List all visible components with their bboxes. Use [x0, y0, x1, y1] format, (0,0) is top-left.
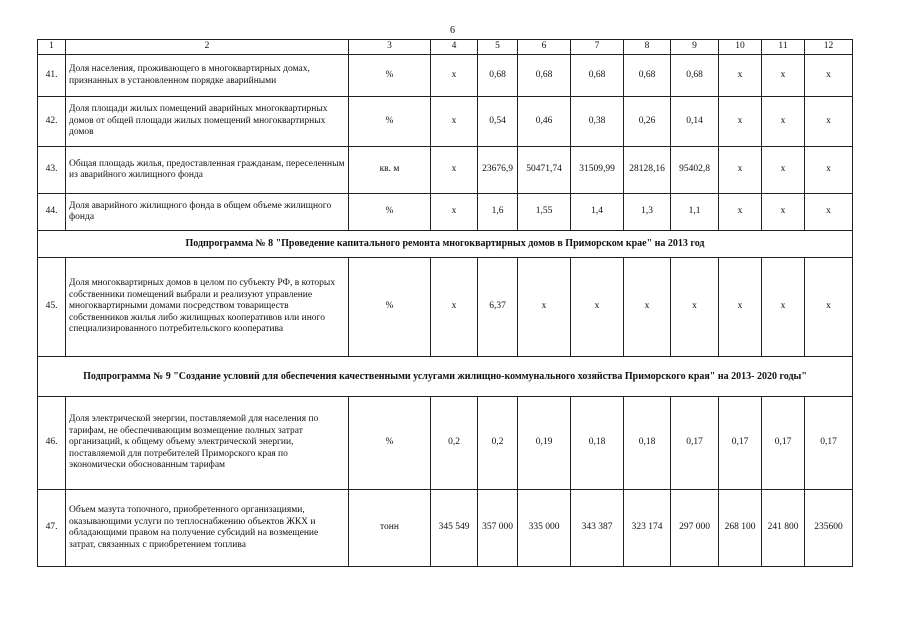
row-number: 41. — [38, 55, 66, 97]
header-cell: 1 — [38, 40, 66, 55]
indicators-table — [37, 39, 853, 567]
table-row — [38, 397, 853, 490]
value-cell: 0,68 — [671, 55, 719, 97]
value-cell: 345 549 — [431, 490, 478, 567]
table-row — [38, 490, 853, 567]
value-cell: х — [805, 147, 853, 194]
value-cell: х — [805, 97, 853, 147]
value-cell: 1,3 — [624, 194, 671, 231]
header-cell: 2 — [66, 40, 349, 55]
value-cell: 0,17 — [671, 397, 719, 490]
value-cell: 0,54 — [478, 97, 518, 147]
row-number: 43. — [38, 147, 66, 194]
header-cell: 7 — [571, 40, 624, 55]
indicator-name: Доля населения, проживающего в многоквартирных домах, признанных в установленном порядке аварийными — [66, 55, 349, 97]
row-number: 42. — [38, 97, 66, 147]
table-row — [38, 194, 853, 231]
table-row — [38, 97, 853, 147]
value-cell: 0,38 — [571, 97, 624, 147]
value-cell: 323 174 — [624, 490, 671, 567]
value-cell: 343 387 — [571, 490, 624, 567]
value-cell: 28128,16 — [624, 147, 671, 194]
unit-cell: кв. м — [349, 147, 431, 194]
indicator-name: Доля электрической энергии, поставляемой для населения по тарифам, не обеспечивающим возмещение полных затрат организаций, к общему объему электрической энергии, поставляемой для потребителей Приморского края по экономически обоснованным тарифам — [66, 397, 349, 490]
value-cell: 0,68 — [624, 55, 671, 97]
value-cell: 335 000 — [518, 490, 571, 567]
subprogram-8-title: Подпрограмма № 8 "Проведение капитального ремонта многоквартирных домов в Приморском крае" на 2013 год — [38, 231, 853, 258]
indicator-name: Объем мазута топочного, приобретенного организациями, оказывающими услуги по теплоснабжению объектов ЖКХ и обладающими правом на получение субсидий на возмещение затрат, связанных с приобретением топлива — [66, 490, 349, 567]
value-cell: х — [624, 258, 671, 357]
subprogram-9-title: Подпрограмма № 9 "Создание условий для обеспечения качественными услугами жилищно-коммунального хозяйства Приморского края" на 2013- 2020 годы" — [38, 357, 853, 397]
unit-cell: % — [349, 194, 431, 231]
value-cell: х — [671, 258, 719, 357]
row-number: 46. — [38, 397, 66, 490]
value-cell: 0,14 — [671, 97, 719, 147]
value-cell: х — [805, 194, 853, 231]
header-cell: 5 — [478, 40, 518, 55]
header-cell: 9 — [671, 40, 719, 55]
value-cell: 357 000 — [478, 490, 518, 567]
indicator-name: Доля многоквартирных домов в целом по субъекту РФ, в которых собственники помещений выбрали и реализуют управление многоквартирными домами посредством товариществ собственников жилья либо жилищных кооперативов или иного специализированного потребительского кооператива — [66, 258, 349, 357]
value-cell: х — [762, 97, 805, 147]
row-number: 44. — [38, 194, 66, 231]
header-cell: 12 — [805, 40, 853, 55]
value-cell: 1,4 — [571, 194, 624, 231]
value-cell: 1,55 — [518, 194, 571, 231]
table-row — [38, 147, 853, 194]
header-cell: 11 — [762, 40, 805, 55]
value-cell: х — [719, 194, 762, 231]
unit-cell: % — [349, 55, 431, 97]
value-cell: х — [762, 55, 805, 97]
value-cell: 0,2 — [431, 397, 478, 490]
unit-cell: тонн — [349, 490, 431, 567]
value-cell: 1,1 — [671, 194, 719, 231]
subprogram-8-row — [38, 231, 853, 258]
value-cell: 0,18 — [571, 397, 624, 490]
value-cell: 0,2 — [478, 397, 518, 490]
value-cell: 0,68 — [518, 55, 571, 97]
value-cell: х — [431, 97, 478, 147]
header-cell: 10 — [719, 40, 762, 55]
unit-cell: % — [349, 97, 431, 147]
value-cell: 0,46 — [518, 97, 571, 147]
value-cell: х — [431, 147, 478, 194]
value-cell: 241 800 — [762, 490, 805, 567]
value-cell: 0,68 — [571, 55, 624, 97]
indicator-name: Доля аварийного жилищного фонда в общем объеме жилищного фонда — [66, 194, 349, 231]
header-cell: 8 — [624, 40, 671, 55]
value-cell: 31509,99 — [571, 147, 624, 194]
row-number: 45. — [38, 258, 66, 357]
indicator-name: Общая площадь жилья, предоставленная гражданам, переселенным из аварийного жилищного фонда — [66, 147, 349, 194]
value-cell: 1,6 — [478, 194, 518, 231]
header-cell: 4 — [431, 40, 478, 55]
value-cell: х — [719, 147, 762, 194]
value-cell: 268 100 — [719, 490, 762, 567]
value-cell: х — [431, 258, 478, 357]
header-cell: 6 — [518, 40, 571, 55]
page-number: 6 — [450, 25, 455, 36]
table-row — [38, 258, 853, 357]
row-number: 47. — [38, 490, 66, 567]
value-cell: х — [431, 55, 478, 97]
column-numbers-header — [38, 40, 853, 55]
table-row — [38, 55, 853, 97]
value-cell: 6,37 — [478, 258, 518, 357]
value-cell: 0,17 — [719, 397, 762, 490]
value-cell: х — [805, 55, 853, 97]
value-cell: 0,26 — [624, 97, 671, 147]
value-cell: 0,68 — [478, 55, 518, 97]
unit-cell: % — [349, 258, 431, 357]
value-cell: 0,19 — [518, 397, 571, 490]
value-cell: х — [518, 258, 571, 357]
value-cell: х — [762, 147, 805, 194]
value-cell: 0,18 — [624, 397, 671, 490]
value-cell: 95402,8 — [671, 147, 719, 194]
subprogram-9-row — [38, 357, 853, 397]
header-cell: 3 — [349, 40, 431, 55]
value-cell: х — [762, 194, 805, 231]
value-cell: х — [762, 258, 805, 357]
value-cell: 235600 — [805, 490, 853, 567]
value-cell: 0,17 — [762, 397, 805, 490]
unit-cell: % — [349, 397, 431, 490]
value-cell: х — [719, 55, 762, 97]
indicator-name: Доля площади жилых помещений аварийных многоквартирных домов от общей площади жилых помещений многоквартирных домов — [66, 97, 349, 147]
value-cell: 297 000 — [671, 490, 719, 567]
value-cell: х — [805, 258, 853, 357]
value-cell: х — [571, 258, 624, 357]
value-cell: х — [719, 258, 762, 357]
value-cell: 23676,9 — [478, 147, 518, 194]
value-cell: х — [431, 194, 478, 231]
value-cell: х — [719, 97, 762, 147]
value-cell: 50471,74 — [518, 147, 571, 194]
value-cell: 0,17 — [805, 397, 853, 490]
